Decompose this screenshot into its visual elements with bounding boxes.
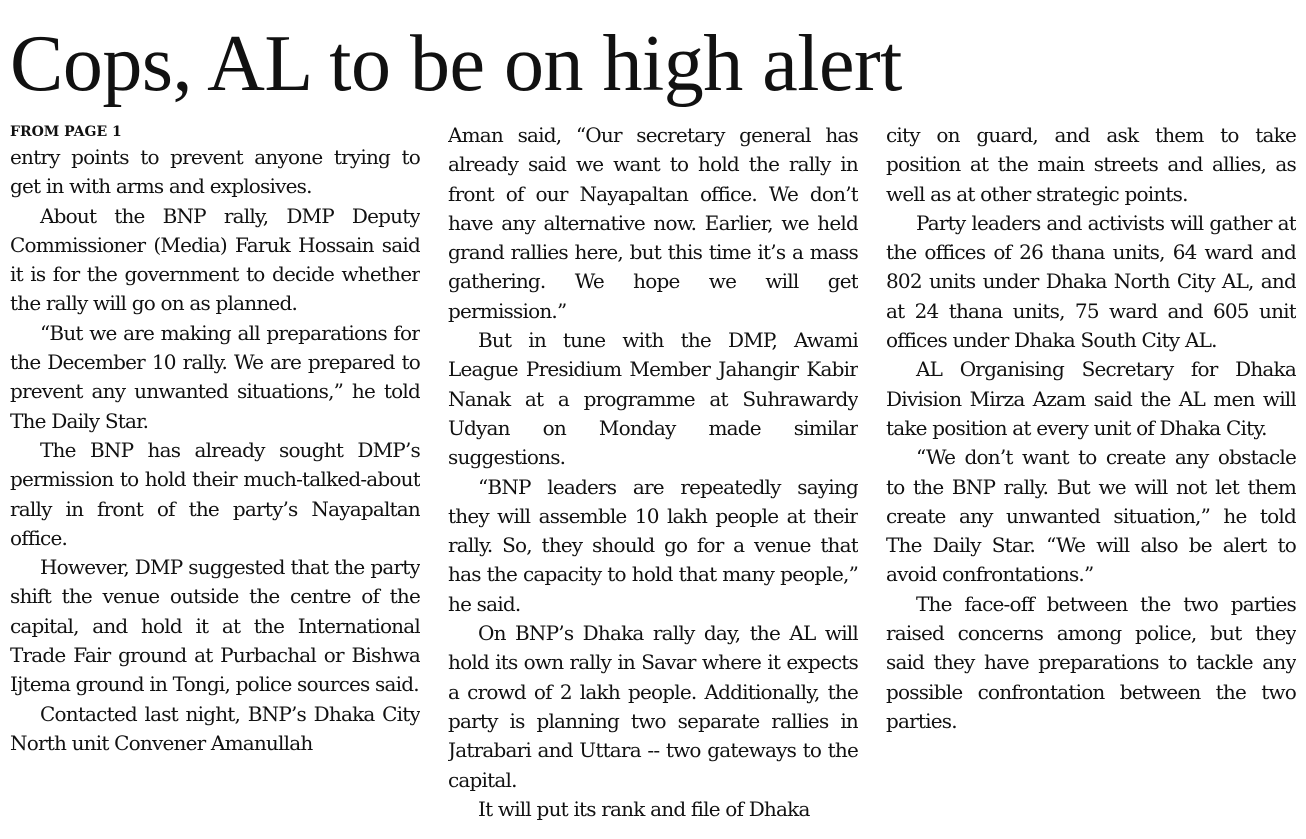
headline: Cops, AL to be on high alert <box>10 20 902 108</box>
paragraph: However, DMP suggested that the party shift the venue outside the centre of the capital, and hold it at the International Trade Fair ground at Purbachal or Bishwa Ijtema ground in Tongi, police sources said. <box>10 555 420 697</box>
paragraph: But in tune with the DMP, Awami League Presidium Member Jahangir Kabir Nanak at a programme at Suhrawardy Udyan on Monday made similar suggestions. <box>448 328 858 470</box>
paragraph: “We don’t want to create any obstacle to the BNP rally. But we will not let them create any unwanted situation,” he told The Daily Star. “We will also be alert to avoid confrontations.” <box>886 445 1296 587</box>
paragraph: The BNP has already sought DMP’s permission to hold their much-talked-about rally in front of the party’s Nayapaltan office. <box>10 437 420 550</box>
paragraph: About the BNP rally, DMP Deputy Commissioner (Media) Faruk Hossain said it is for the government to decide whether the rally will go on as planned. <box>10 203 420 316</box>
paragraph: entry points to prevent anyone trying to get in with arms and explosives. <box>10 145 420 199</box>
paragraph: The face-off between the two parties raised concerns among police, but they said they have preparations to tackle any possible confrontation between the two parties. <box>886 591 1296 733</box>
article-column-1 <box>10 121 420 833</box>
paragraph: It will put its rank and file of Dhaka <box>478 796 810 821</box>
paragraph: On BNP’s Dhaka rally day, the AL will hold its own rally in Savar where it expects a crowd of 2 lakh people. Additionally, the party is planning two separate rallies in Jatrabari and Uttara -- two gateways to the capital. <box>448 621 858 792</box>
paragraph: Aman said, “Our secretary general has already said we want to hold the rally in front of our Nayapaltan office. We don’t have any alternative now. Earlier, we held grand rallies here, but this time it’s a mass gathering. We hope we will get permission.” <box>448 123 858 323</box>
paragraph: Contacted last night, BNP’s Dhaka City North unit Convener Amanullah <box>10 701 420 755</box>
continued-from-kicker: FROM PAGE 1 <box>10 124 122 140</box>
article-column-2 <box>448 121 858 833</box>
paragraph: Party leaders and activists will gather at the offices of 26 thana units, 64 ward and 802 units under Dhaka North City AL, and at 24 thana units, 75 ward and 605 unit offices under Dhaka South City AL. <box>886 210 1296 353</box>
paragraph: AL Organising Secretary for Dhaka Division Mirza Azam said the AL men will take position at every unit of Dhaka City. <box>886 357 1296 440</box>
paragraph: city on guard, and ask them to take position at the main streets and allies, as well as at other strategic points. <box>886 123 1296 206</box>
paragraph: “BNP leaders are repeatedly saying they will assemble 10 lakh people at their rally. So, they should go for a venue that has the capacity to hold that many people,” he said. <box>448 474 858 616</box>
article-column-3 <box>886 121 1296 833</box>
paragraph: “But we are making all preparations for the December 10 rally. We are prepared to prevent any unwanted situations,” he told The Daily Star. <box>10 320 420 433</box>
